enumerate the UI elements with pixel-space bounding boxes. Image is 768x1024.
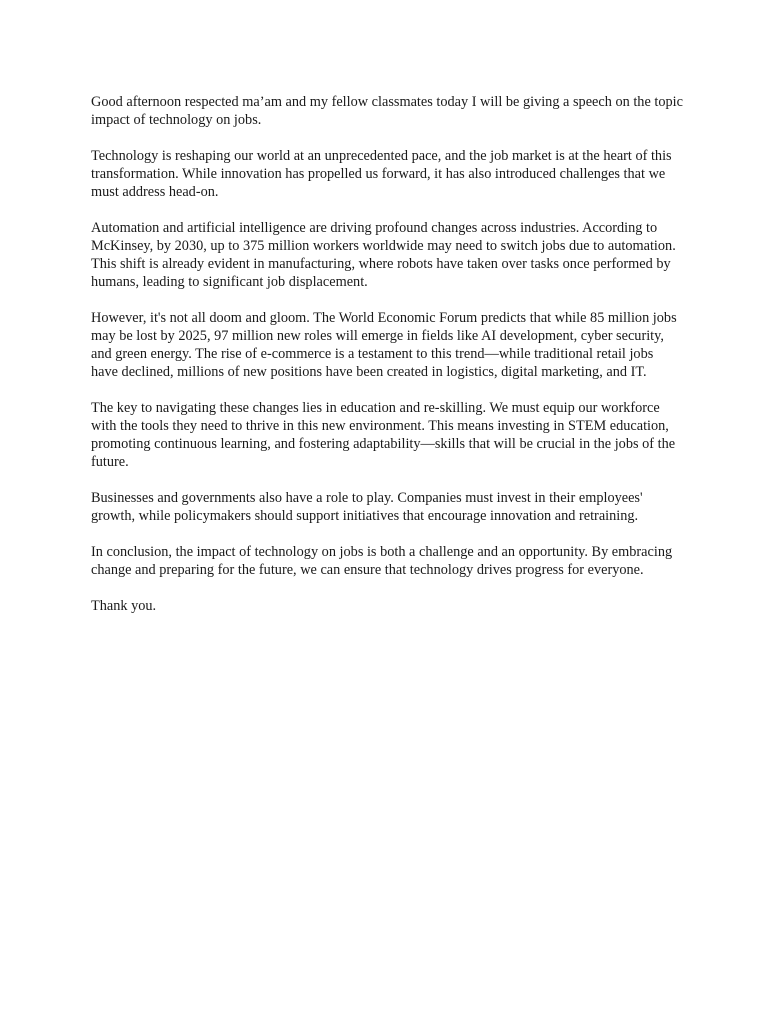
paragraph-thanks: Thank you. xyxy=(91,598,157,615)
paragraph-new-roles: However, it's not all doom and gloom. The World Economic Forum predicts that while 85 million jobs may be lost by 2025, 97 million new roles will emerge in fields like AI development, cyber security, and green energy. The rise of e-commerce is a testament to this trend—while traditional retail jobs have declined, millions of new positions have been created in logistics, digital marketing, and IT. xyxy=(91,310,677,381)
paragraph-automation: Automation and artificial intelligence are driving profound changes across industries. According to McKinsey, by 2030, up to 375 million workers worldwide may need to switch jobs due to automation. This shift is already evident in manufacturing, where robots have taken over tasks once performed by humans, leading to significant job displacement. xyxy=(91,220,676,291)
paragraph-education: The key to navigating these changes lies in education and re-skilling. We must equip our workforce with the tools they need to thrive in this new environment. This means investing in STEM education, promoting continuous learning, and fostering adaptability—skills that will be crucial in the jobs of the future. xyxy=(91,400,676,471)
paragraph-introduction: Technology is reshaping our world at an unprecedented pace, and the job market is at the heart of this transformation. While innovation has propelled us forward, it has also introduced challenges that we must address head-on. xyxy=(91,147,672,201)
paragraph-greeting: Good afternoon respected ma’am and my fellow classmates today I will be giving a speech on the topic impact of technology on jobs. xyxy=(91,94,683,129)
document-body xyxy=(91,93,683,633)
paragraph-business-government: Businesses and governments also have a role to play. Companies must invest in their employees' growth, while policymakers should support initiatives that encourage innovation and retraining. xyxy=(91,490,643,525)
paragraph-conclusion: In conclusion, the impact of technology on jobs is both a challenge and an opportunity. By embracing change and preparing for the future, we can ensure that technology drives progress for everyone. xyxy=(91,544,673,579)
